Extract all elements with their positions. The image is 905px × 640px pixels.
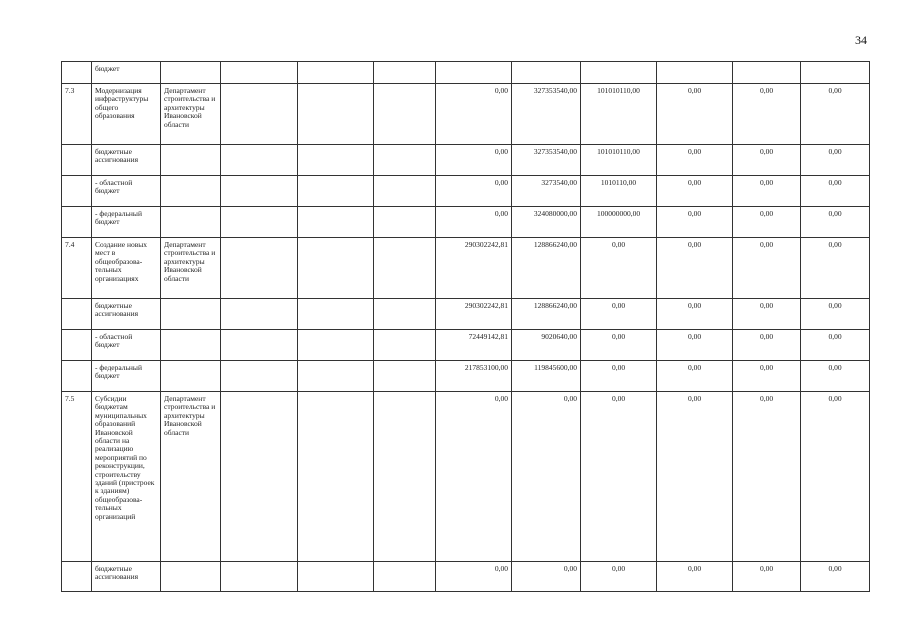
row-value-3: 0,00 xyxy=(581,238,657,299)
row-value-2 xyxy=(512,62,581,84)
row-name: Модернизация инфраструктуры общего образования xyxy=(92,84,161,145)
row-value-1: 0,00 xyxy=(436,176,512,207)
row-value-4: 0,00 xyxy=(657,330,733,361)
row-value-2: 128866240,00 xyxy=(512,299,581,330)
row-code xyxy=(62,207,92,238)
row-name: Субсидии бюджетам муниципальных образований Ивановской области на реализацию мероприятий по реконструкции, строительству зданий (пристроек к зданиям) общеобразова-тельных организаций xyxy=(92,392,161,562)
row-code xyxy=(62,562,92,592)
row-name: бюджет xyxy=(92,62,161,84)
table-row xyxy=(62,562,870,592)
row-col-5 xyxy=(374,562,436,592)
row-value-4: 0,00 xyxy=(657,207,733,238)
row-value-6: 0,00 xyxy=(801,176,870,207)
table-row xyxy=(62,176,870,207)
table-row xyxy=(62,361,870,392)
row-code: 7.4 xyxy=(62,238,92,299)
row-code: 7.5 xyxy=(62,392,92,562)
row-col-3 xyxy=(221,361,298,392)
row-col-3 xyxy=(221,145,298,176)
row-col-4 xyxy=(298,330,374,361)
row-value-4: 0,00 xyxy=(657,392,733,562)
row-col-5 xyxy=(374,361,436,392)
row-value-2: 324080000,00 xyxy=(512,207,581,238)
row-value-5 xyxy=(733,62,801,84)
row-col-4 xyxy=(298,392,374,562)
row-value-6: 0,00 xyxy=(801,84,870,145)
table-row xyxy=(62,145,870,176)
row-value-5: 0,00 xyxy=(733,299,801,330)
row-name: - федеральный бюджет xyxy=(92,361,161,392)
row-value-3 xyxy=(581,62,657,84)
row-name: - федеральный бюджет xyxy=(92,207,161,238)
row-col-4 xyxy=(298,207,374,238)
row-value-5: 0,00 xyxy=(733,238,801,299)
row-col-4 xyxy=(298,299,374,330)
row-executor xyxy=(161,145,221,176)
row-col-4 xyxy=(298,145,374,176)
row-col-5 xyxy=(374,330,436,361)
row-col-5 xyxy=(374,176,436,207)
row-value-6: 0,00 xyxy=(801,238,870,299)
row-code: 7.3 xyxy=(62,84,92,145)
row-col-5 xyxy=(374,62,436,84)
row-value-5: 0,00 xyxy=(733,361,801,392)
row-col-3 xyxy=(221,392,298,562)
table-row xyxy=(62,207,870,238)
row-col-4 xyxy=(298,62,374,84)
row-col-3 xyxy=(221,330,298,361)
row-value-5: 0,00 xyxy=(733,176,801,207)
row-value-2: 128866240,00 xyxy=(512,238,581,299)
row-value-5: 0,00 xyxy=(733,562,801,592)
row-value-4: 0,00 xyxy=(657,84,733,145)
row-col-3 xyxy=(221,62,298,84)
row-value-2: 9020640,00 xyxy=(512,330,581,361)
row-executor: Департамент строительства и архитектуры Ивановской области xyxy=(161,238,221,299)
row-col-3 xyxy=(221,238,298,299)
row-col-3 xyxy=(221,207,298,238)
row-value-6 xyxy=(801,62,870,84)
row-col-4 xyxy=(298,361,374,392)
row-executor xyxy=(161,361,221,392)
row-value-6: 0,00 xyxy=(801,145,870,176)
row-code xyxy=(62,361,92,392)
row-name: бюджетные ассигнования xyxy=(92,145,161,176)
row-value-3: 0,00 xyxy=(581,562,657,592)
row-value-6: 0,00 xyxy=(801,562,870,592)
row-name: - областной бюджет xyxy=(92,330,161,361)
row-code xyxy=(62,145,92,176)
row-value-3: 0,00 xyxy=(581,392,657,562)
row-col-4 xyxy=(298,176,374,207)
row-executor xyxy=(161,207,221,238)
row-col-4 xyxy=(298,238,374,299)
row-value-1: 217853100,00 xyxy=(436,361,512,392)
row-value-2: 0,00 xyxy=(512,392,581,562)
row-value-4: 0,00 xyxy=(657,145,733,176)
row-value-1: 0,00 xyxy=(436,84,512,145)
row-code xyxy=(62,176,92,207)
row-value-6: 0,00 xyxy=(801,392,870,562)
row-name: - областной бюджет xyxy=(92,176,161,207)
row-col-4 xyxy=(298,562,374,592)
row-value-2: 119845600,00 xyxy=(512,361,581,392)
row-value-1: 72449142,81 xyxy=(436,330,512,361)
row-name: бюджетные ассигнования xyxy=(92,562,161,592)
row-code xyxy=(62,299,92,330)
row-col-5 xyxy=(374,299,436,330)
row-value-4: 0,00 xyxy=(657,361,733,392)
row-value-1: 0,00 xyxy=(436,392,512,562)
table-row xyxy=(62,238,870,299)
row-code xyxy=(62,62,92,84)
row-value-4: 0,00 xyxy=(657,299,733,330)
row-value-4: 0,00 xyxy=(657,238,733,299)
row-executor xyxy=(161,176,221,207)
table-row xyxy=(62,299,870,330)
row-value-5: 0,00 xyxy=(733,145,801,176)
row-value-1: 290302242,81 xyxy=(436,299,512,330)
row-value-2: 3273540,00 xyxy=(512,176,581,207)
row-value-6: 0,00 xyxy=(801,361,870,392)
row-executor xyxy=(161,62,221,84)
row-value-3: 101010110,00 xyxy=(581,145,657,176)
table-row xyxy=(62,62,870,84)
row-col-3 xyxy=(221,176,298,207)
row-executor xyxy=(161,299,221,330)
row-value-2: 327353540,00 xyxy=(512,84,581,145)
row-value-4: 0,00 xyxy=(657,562,733,592)
row-value-1: 0,00 xyxy=(436,145,512,176)
table-row xyxy=(62,84,870,145)
row-value-3: 0,00 xyxy=(581,299,657,330)
row-col-3 xyxy=(221,562,298,592)
row-value-2: 327353540,00 xyxy=(512,145,581,176)
table-row xyxy=(62,330,870,361)
row-col-5 xyxy=(374,392,436,562)
row-value-1: 0,00 xyxy=(436,207,512,238)
row-value-1: 0,00 xyxy=(436,562,512,592)
row-col-5 xyxy=(374,207,436,238)
row-name: бюджетные ассигнования xyxy=(92,299,161,330)
row-value-4: 0,00 xyxy=(657,176,733,207)
row-value-3: 100000000,00 xyxy=(581,207,657,238)
row-col-5 xyxy=(374,84,436,145)
page-number: 34 xyxy=(855,33,867,47)
row-executor xyxy=(161,330,221,361)
row-executor xyxy=(161,562,221,592)
row-col-5 xyxy=(374,238,436,299)
row-col-3 xyxy=(221,84,298,145)
row-executor: Департамент строительства и архитектуры Ивановской области xyxy=(161,392,221,562)
row-col-5 xyxy=(374,145,436,176)
row-value-3: 0,00 xyxy=(581,361,657,392)
row-value-3: 0,00 xyxy=(581,330,657,361)
row-value-3: 101010110,00 xyxy=(581,84,657,145)
row-value-6: 0,00 xyxy=(801,207,870,238)
row-value-5: 0,00 xyxy=(733,392,801,562)
row-value-3: 1010110,00 xyxy=(581,176,657,207)
row-value-5: 0,00 xyxy=(733,207,801,238)
row-value-4 xyxy=(657,62,733,84)
row-col-4 xyxy=(298,84,374,145)
row-executor: Департамент строительства и архитектуры Ивановской области xyxy=(161,84,221,145)
row-col-3 xyxy=(221,299,298,330)
row-value-2: 0,00 xyxy=(512,562,581,592)
row-value-6: 0,00 xyxy=(801,299,870,330)
row-value-5: 0,00 xyxy=(733,330,801,361)
budget-table xyxy=(61,61,870,592)
row-name: Создание новых мест в общеобразова-тельных организациях xyxy=(92,238,161,299)
row-value-5: 0,00 xyxy=(733,84,801,145)
row-value-1: 290302242,81 xyxy=(436,238,512,299)
row-code xyxy=(62,330,92,361)
table-row xyxy=(62,392,870,562)
row-value-6: 0,00 xyxy=(801,330,870,361)
row-value-1 xyxy=(436,62,512,84)
